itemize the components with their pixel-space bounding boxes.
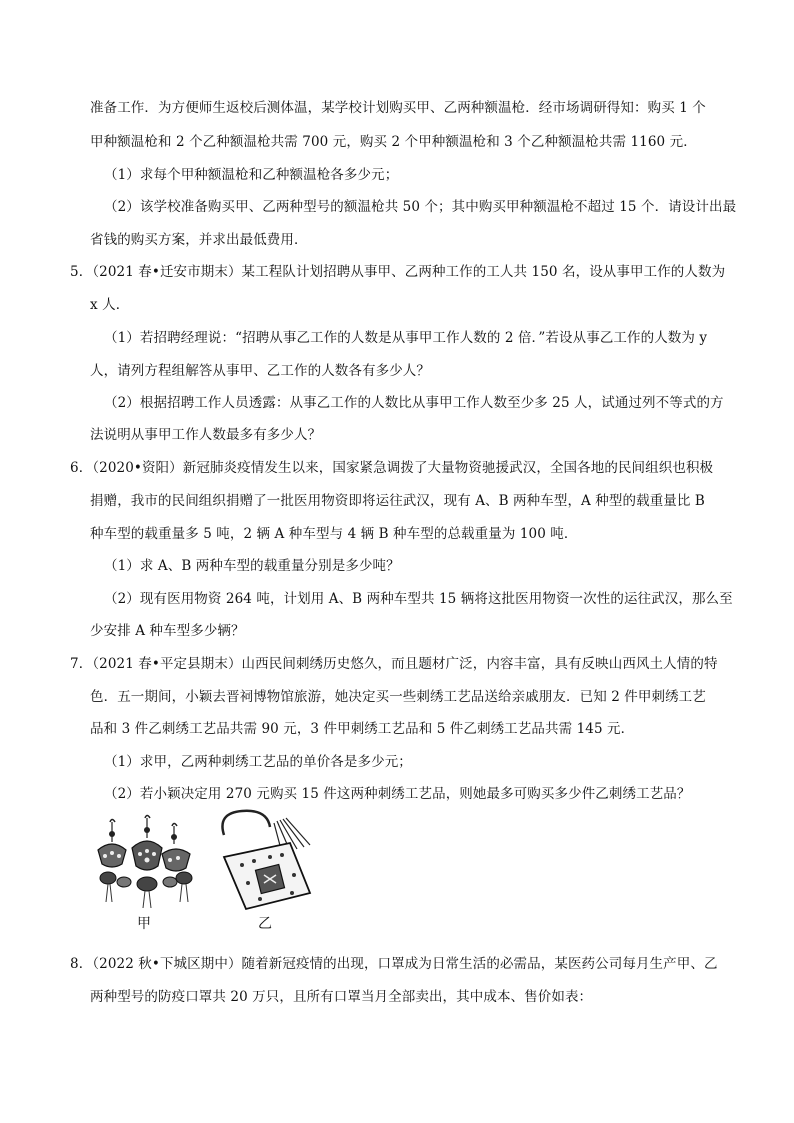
text-line: 甲种额温枪和 2 个乙种额温枪共需 700 元，购买 2 个甲种额温枪和 3 个乙种额温枪共需 1160 元． [90,134,697,150]
text-line: 省钱的购买方案，并求出最低费用． [90,232,308,248]
question-6: 6．（2020•资阳）新冠肺炎疫情发生以来，国家紧急调拨了大量物资驰援武汉，全国各地的民间组织也积极 [70,460,714,476]
text-line: 色．五一期间，小颖去晋祠博物馆旅游，她决定买一些刺绣工艺品送给亲戚朋友．已知 2 件甲刺绣工艺 [90,689,706,705]
text-line: （2）若小颖决定用 270 元购买 15 件这两种刺绣工艺品，则她最多可购买多少件乙刺绣工艺品？ [104,786,691,802]
question-8: 8．（2022 秋•下城区期中）随着新冠疫情的出现，口罩成为日常生活的必需品，某医药公司每月生产甲、乙 [70,956,718,972]
text-line: 少安排 A 种车型多少辆？ [90,623,245,639]
text-line: （2）根据招聘工作人员透露：从事乙工作的人数比从事甲工作人数至少多 25 人，试通过列不等式的方 [104,395,724,411]
text-line: （1）若招聘经理说：“招聘从事乙工作的人数是从事甲工作人数的 2 倍．”若设从事乙工作的人数为 y [104,330,708,346]
text-line: x 人． [90,297,130,313]
text-line: 法说明从事甲工作人数最多有多少人？ [90,427,322,443]
text-line: 准备工作．为方便师生返校后测体温，某学校计划购买甲、乙两种额温枪．经市场调研得知：购买 1 个 [90,100,706,116]
text-line: 两种型号的防疫口罩共 20 万只，且所有口罩当月全部卖出，其中成本、售价如表： [90,989,593,1005]
caption-yi: 乙 [258,916,272,932]
text-line: （2）该学校准备购买甲、乙两种型号的额温枪共 50 个；其中购买甲种额温枪不超过 15 个．请设计出最 [104,199,737,215]
text-line: （1）求甲，乙两种刺绣工艺品的单价各是多少元； [104,754,412,770]
text-line: 种车型的载重量多 5 吨，2 辆 A 种车型与 4 辆 B 种车型的总载重量为 100 吨． [90,526,578,542]
text-line: （1）求 A、B 两种车型的载重量分别是多少吨？ [104,558,400,574]
text-line: 人，请列方程组解答从事甲、乙工作的人数各有多少人？ [90,363,430,379]
text-line: 捐赠，我市的民间组织捐赠了一批医用物资即将运往武汉，现有 A、B 两种车型，A 种型的载重量比 B [90,493,705,509]
embroidery-yi-image [212,805,327,915]
embroidery-jia-image [90,812,200,912]
caption-jia: 甲 [137,916,151,932]
text-line: （1）求每个甲种额温枪和乙种额温枪各多少元； [104,167,399,183]
question-5: 5．（2021 春•迁安市期末）某工程队计划招聘从事甲、乙两种工作的工人共 150 名，设从事甲工作的人数为 [70,264,726,280]
text-line: 品和 3 件乙刺绣工艺品共需 90 元，3 件甲刺绣工艺品和 5 件乙刺绣工艺品共需 145 元． [90,721,635,737]
text-line: （2）现有医用物资 264 吨，计划用 A、B 两种车型共 15 辆将这批医用物资一次性的运往武汉，那么至 [104,591,733,607]
question-7: 7．（2021 春•平定县期末）山西民间刺绣历史悠久，而且题材广泛，内容丰富，具有反映山西风土人情的特 [70,656,718,672]
